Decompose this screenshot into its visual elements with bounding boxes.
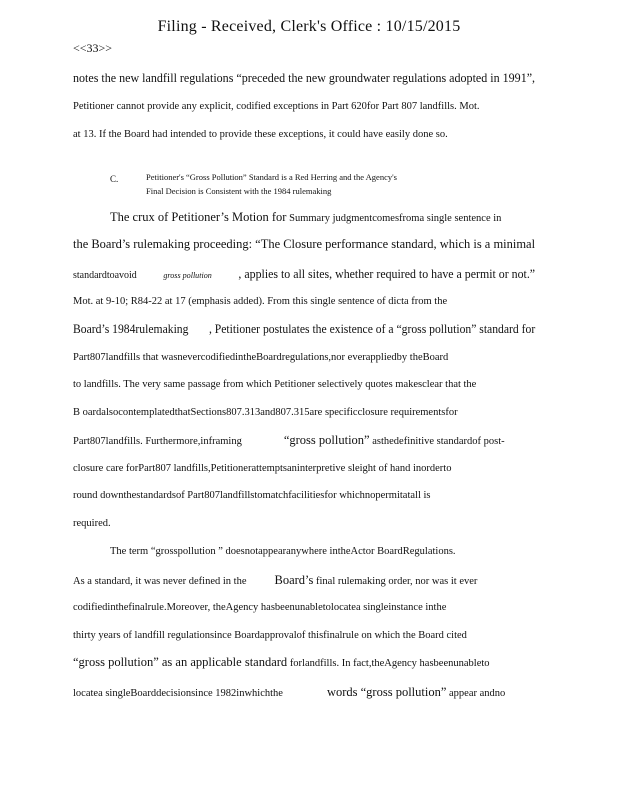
- text-line: B oardalsocontemplatedthatSections807.313and807.315are specificclosure requirementsfor: [73, 407, 458, 418]
- text-line: required.: [73, 518, 111, 529]
- text-run: The crux of Petitioner’s Motion for: [110, 210, 287, 224]
- text-run: Board’s: [274, 573, 314, 587]
- text-run: words “gross pollution”: [326, 685, 447, 699]
- text-run: standardtoavoid: [73, 270, 137, 281]
- text-run: final rulemaking order, nor was it ever: [313, 576, 478, 587]
- text-line: [73, 267, 535, 282]
- text-line: Petitioner cannot provide any explicit, codified exceptions in Part 620for Part 807 landfills. Mot.: [73, 101, 480, 112]
- text-line: [110, 210, 501, 225]
- text-line: the Board’s rulemaking proceeding: “The Closure performance standard, which is a minimal: [73, 237, 536, 251]
- filing-header: [0, 18, 618, 36]
- text-line: round downthestandardsof Part807landfillstomatchfacilitiesfor whichnopermitatall is: [73, 490, 431, 501]
- text-line: [73, 573, 477, 588]
- page-marker: <<33>>: [73, 41, 113, 55]
- text-line: at 13. If the Board had intended to provide these exceptions, it could have easily done so.: [73, 129, 448, 140]
- text-run: As a standard, it was never defined in the: [73, 576, 247, 587]
- section-heading-line: Petitioner's “Gross Pollution” Standard is a Red Herring and the Agency's: [146, 172, 397, 182]
- text-line: to landfills. The very same passage from which Petitioner selectively quotes makesclear that the: [73, 379, 477, 390]
- text-line: closure care forPart807 landfills,Petitionerattemptsaninterpretive sleight of hand inorderto: [73, 463, 452, 474]
- text-line: [73, 433, 505, 448]
- text-line: codifiedinthefinalrule.Moreover, theAgency hasbeenunabletolocatea singleinstance inthe: [73, 602, 447, 613]
- text-run: Board’s 1984rulemaking: [73, 322, 189, 336]
- text-run: , applies to all sites, whether required to have a permit or not.”: [238, 267, 536, 281]
- text-line: Mot. at 9-10; R84-22 at 17 (emphasis added). From this single sentence of dicta from the: [73, 296, 448, 307]
- text-line: [73, 685, 505, 700]
- filing-stamp-text: Filing - Received, Clerk's Office : 10/15/2015: [157, 18, 461, 35]
- section-heading-line: Final Decision is Consistent with the 1984 rulemaking: [146, 186, 332, 196]
- text-run: appear andno: [446, 688, 506, 699]
- text-run: “gross pollution”: [283, 433, 370, 447]
- section-letter: C.: [110, 174, 119, 184]
- text-line: [73, 322, 535, 337]
- text-run: “gross pollution” as an applicable standard: [73, 655, 288, 669]
- text-run: Part807landfills. Furthermore,inframing: [73, 436, 242, 447]
- text-line: [73, 655, 490, 670]
- text-line: notes the new landfill regulations “preceded the new groundwater regulations adopted in 1991”,: [73, 71, 536, 85]
- text-run: forlandfills. In fact,theAgency hasbeenunableto: [287, 658, 490, 669]
- text-line: The term “grosspollution ” doesnotappearanywhere intheActor BoardRegulations.: [110, 546, 456, 557]
- text-line: Part807landfills that wasnevercodifiedintheBoardregulations,nor everappliedby theBoard: [73, 352, 449, 363]
- text-run: Summary judgmentcomesfroma single sentence in: [286, 213, 502, 224]
- text-line: thirty years of landfill regulationsince Boardapprovalof thisfinalrule on which the Board cited: [73, 630, 467, 641]
- emphasis-run: gross pollution: [163, 270, 212, 280]
- text-run: , Petitioner postulates the existence of a “gross pollution” standard for: [208, 322, 536, 336]
- text-run: locatea singleBoarddecisionsince 1982inwhichthe: [73, 688, 283, 699]
- text-run: asthedefinitive standardof post-: [369, 436, 505, 447]
